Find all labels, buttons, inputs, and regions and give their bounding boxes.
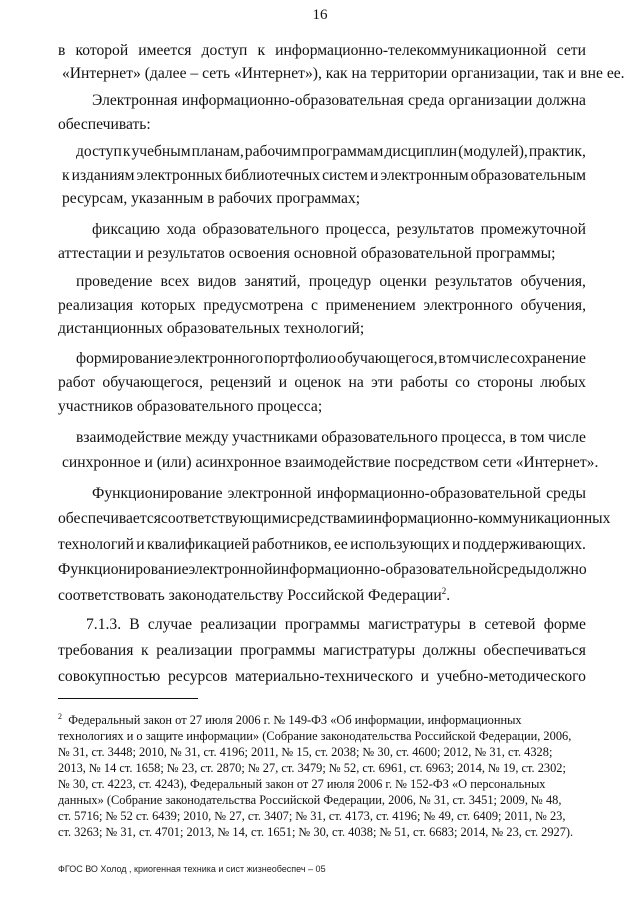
word: среды (546, 485, 586, 502)
word: предусмотрена (203, 297, 304, 314)
footnote-marker: 2 (58, 711, 62, 721)
word: технологий (58, 536, 134, 553)
word: материально-технического (235, 668, 413, 685)
word: стороны (477, 374, 533, 391)
document-footer: ФГОС ВО Холод , криогенная техника и сист жизнеобеспеч – 05 (58, 864, 326, 874)
word: и (420, 668, 429, 685)
footnote-line (58, 712, 588, 728)
body-line (58, 41, 586, 61)
word: учебным (131, 143, 191, 160)
word: со (455, 374, 470, 391)
footnote-line: данных» (Собрание законодательства Российской Федерации, 2006, № 31, ст. 3451; 2009, № 48, (58, 793, 562, 807)
word: магистратуры (368, 616, 461, 633)
word: процесса, (441, 429, 506, 446)
word: применением (325, 297, 416, 314)
word: том (520, 429, 545, 446)
word: средствами (289, 510, 366, 527)
body-line (58, 535, 586, 555)
word: поддерживающих. (462, 536, 586, 553)
word: среды (496, 561, 537, 578)
word: которой (75, 42, 129, 59)
word: Электронная (92, 92, 178, 109)
footnote-line: № 31, ст. 3448; 2010, № 31, ст. 4196; 2011, № 15, ст. 2038; № 30, ст. 4600; 2012, № 31, ст. 4328; (58, 745, 553, 759)
word: портфолио (264, 350, 337, 367)
word: рабочим (244, 143, 301, 160)
body-line: «Интернет» (далее – сеть «Интернет»), как на территории организации, так и вне ее. (62, 65, 625, 82)
word: электронного (423, 297, 513, 314)
body-line-end: . (446, 587, 451, 604)
word: оценки (379, 273, 427, 290)
body-line: дистанционных образовательных технологий; (58, 320, 365, 337)
word: соответствующими (160, 510, 290, 527)
word: учебно-методического (436, 668, 586, 685)
word: должны (422, 642, 476, 659)
body-line: участников образовательного процесса; (58, 398, 323, 415)
footnote-line-text: Федеральный закон от 27 июля 2006 г. № 149-ФЗ «Об информации, информационных (68, 713, 522, 727)
word: организации (448, 92, 533, 109)
word: имеется (138, 42, 192, 59)
word: В (129, 616, 140, 633)
word: эти (371, 374, 393, 391)
word: фиксацию (92, 221, 161, 238)
word: совокупностью (58, 668, 161, 685)
word: программы (284, 616, 360, 633)
word: информационно-образовательной (272, 561, 497, 578)
body-line (58, 509, 611, 529)
word: реализации (200, 616, 277, 633)
word: результатов (434, 273, 513, 290)
word: промежуточной (480, 221, 586, 238)
word: магистратуры (322, 642, 416, 659)
body-line (58, 373, 586, 393)
word: работников, (251, 536, 332, 553)
word: программы (240, 642, 316, 659)
word: в (438, 350, 446, 367)
word: работы (400, 374, 448, 391)
word: ее (333, 536, 348, 553)
word: случае (147, 616, 193, 633)
word: и (370, 167, 379, 184)
word: к (62, 167, 70, 184)
word: с (311, 297, 318, 314)
word: к (141, 642, 149, 659)
word: обучающегося, (337, 350, 438, 367)
word: обучения, (520, 297, 586, 314)
body-line (76, 428, 586, 448)
word: образовательного (321, 429, 438, 446)
footnote-line: технологиях и о защите информации» (Собрание законодательства Российской Федерации, 2006, (58, 729, 572, 743)
word: числе (471, 350, 510, 367)
word: 7.1.3. (86, 616, 122, 633)
word: образовательным (470, 167, 586, 184)
body-line (76, 349, 586, 369)
word: информационно-образовательной (316, 485, 541, 502)
word: должно (536, 561, 587, 578)
word: сетевой (484, 616, 536, 633)
body-line (92, 484, 586, 504)
word: том (446, 350, 471, 367)
word: сети (556, 42, 586, 59)
body-line (76, 272, 586, 292)
word: Функционирование (58, 561, 189, 578)
word: в (468, 616, 477, 633)
word: образовательного (202, 221, 320, 238)
word: форме (543, 616, 586, 633)
word: реализации (156, 642, 233, 659)
body-line: обеспечивать: (58, 116, 151, 133)
body-line (92, 220, 586, 240)
word: хода (166, 221, 196, 238)
footnote-line: № 30, ст. 4223, ст. 4243), Федеральный закон от 27 июля 2006 г. № 152-ФЗ «О персональных (58, 777, 546, 791)
word: информационно-коммуникационных (365, 510, 611, 527)
word: планам, (191, 143, 244, 160)
body-line (58, 586, 586, 606)
word: на (348, 374, 364, 391)
word: и (136, 536, 145, 553)
word: квалификацией (147, 536, 250, 553)
word: электронной (227, 485, 312, 502)
word: изданиям (71, 167, 135, 184)
word: работ (58, 374, 96, 391)
body-line (58, 667, 586, 687)
word: результатов (396, 221, 475, 238)
word: в (509, 429, 517, 446)
word: любых (540, 374, 586, 391)
word: обеспечиваться (483, 642, 586, 659)
word: и (452, 536, 461, 553)
footnote-line: 2013, № 14 ст. 1658; № 23, ст. 2870; № 27, ст. 3479; № 52, ст. 6961, ст. 6963; 2014, № 19, ст. 2302; (58, 761, 566, 775)
word: в (58, 42, 66, 59)
word: программам (301, 143, 384, 160)
word: между (185, 429, 229, 446)
footnote-reference[interactable]: 2 (441, 585, 447, 596)
word: обучающегося, (102, 374, 203, 391)
word: электронных (136, 167, 223, 184)
body-line (92, 91, 586, 111)
word: доступ (76, 143, 122, 160)
body-line: ресурсам, указанным в рабочих программах; (62, 190, 361, 207)
word: и (278, 374, 288, 391)
word: которых (140, 297, 196, 314)
body-line (58, 560, 586, 580)
word: систем (322, 167, 368, 184)
body-line: аттестации и результатов освоения основной образовательной программы; (58, 245, 556, 262)
word: сохранение (510, 350, 586, 367)
word: рецензий (210, 374, 272, 391)
body-line (86, 615, 586, 635)
word: к (257, 42, 266, 59)
word: ресурсов (167, 668, 228, 685)
word: формирование (76, 350, 173, 367)
word: среда (408, 92, 445, 109)
word: оценок (294, 374, 342, 391)
word: реализация (58, 297, 134, 314)
body-line (62, 166, 586, 186)
word: участниками (232, 429, 318, 446)
footnote-line: ст. 5716; № 52 ст. 6439; 2010, № 27, ст. 3407; № 31, ст. 4173, ст. 4196; № 49, ст. 6409; 2011, № 23, (58, 809, 566, 823)
word: обеспечивается (58, 510, 161, 527)
word: процедур (308, 273, 372, 290)
word: к (122, 143, 131, 160)
word: электронным (380, 167, 469, 184)
word: должна (536, 92, 586, 109)
body-line (58, 296, 586, 316)
body-line-text: соответствовать законодательству Российской Федерации (58, 587, 442, 604)
body-line (76, 142, 586, 162)
word: видов (197, 273, 237, 290)
word: взаимодействие (76, 429, 182, 446)
footnote-line: ст. 3263; № 31, ст. 4701; 2013, № 14, ст. 1651; № 30, ст. 4038; № 51, ст. 6683; 2014, № 23, ст. 2927). (58, 825, 574, 839)
page-number: 16 (312, 7, 328, 23)
word: библиотечных (224, 167, 321, 184)
word: занятий, (244, 273, 301, 290)
word: электронного (173, 350, 264, 367)
word: информационно-телекоммуникационной (275, 42, 547, 59)
word: проведение (76, 273, 153, 290)
word: обучения, (520, 273, 586, 290)
word: числе (548, 429, 586, 446)
body-line: синхронное и (или) асинхронное взаимодействие посредством сети «Интернет». (62, 454, 599, 471)
word: процесса, (325, 221, 391, 238)
footnote-divider (58, 698, 198, 699)
word: (модулей), (458, 143, 528, 160)
word: использующих (350, 536, 450, 553)
word: практик, (528, 143, 586, 160)
word: доступ (201, 42, 248, 59)
word: электронной (188, 561, 273, 578)
body-line (58, 641, 586, 661)
word: требования (58, 642, 134, 659)
word: всех (160, 273, 190, 290)
word: Функционирование (92, 485, 223, 502)
word: дисциплин (384, 143, 458, 160)
word: информационно-образовательная (181, 92, 404, 109)
